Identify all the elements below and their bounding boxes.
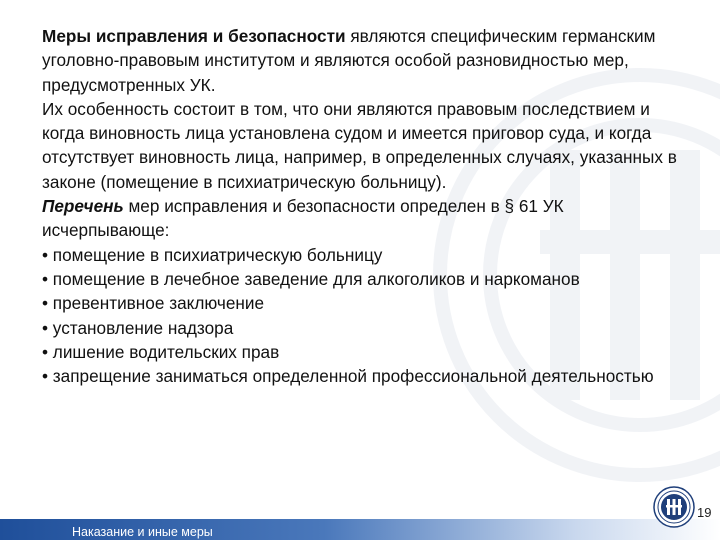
list-item: • запрещение заниматься определенной профессиональной деятельностью xyxy=(42,366,654,387)
list-item: • помещение в психиатрическую больницу xyxy=(42,244,383,265)
intro-text: являются специфическим германским уголовно-правовым институтом и являются особой разновидностью мер, предусмотренных УК. xyxy=(42,26,656,95)
paragraph-intro xyxy=(42,24,682,97)
slide-body xyxy=(42,24,682,388)
paragraph-list-intro xyxy=(42,194,682,243)
paragraph-features: Их особенность состоит в том, что они являются правовым последствием и когда виновность лица установлена судом и имеется приговор суда, и когда отсутствует виновность лица, например, в определенных случаях, указанных в законе (помещение в психиатрическую больницу). xyxy=(42,98,677,192)
list-item: • лишение водительских прав xyxy=(42,341,280,362)
term-measures: Меры исправления и безопасности xyxy=(42,26,346,46)
page-number: 19 xyxy=(697,505,712,520)
footer-title: Наказание и иные меры xyxy=(72,525,213,539)
list-item: • превентивное заключение xyxy=(42,293,265,314)
list-item: • установление надзора xyxy=(42,317,234,338)
list-item: • помещение в лечебное заведение для алкоголиков и наркоманов xyxy=(42,268,580,289)
list-intro-text: мер исправления и безопасности определен в § 61 УК исчерпывающе: xyxy=(42,196,564,241)
term-list: Перечень xyxy=(42,196,124,217)
university-seal-icon xyxy=(653,486,695,528)
